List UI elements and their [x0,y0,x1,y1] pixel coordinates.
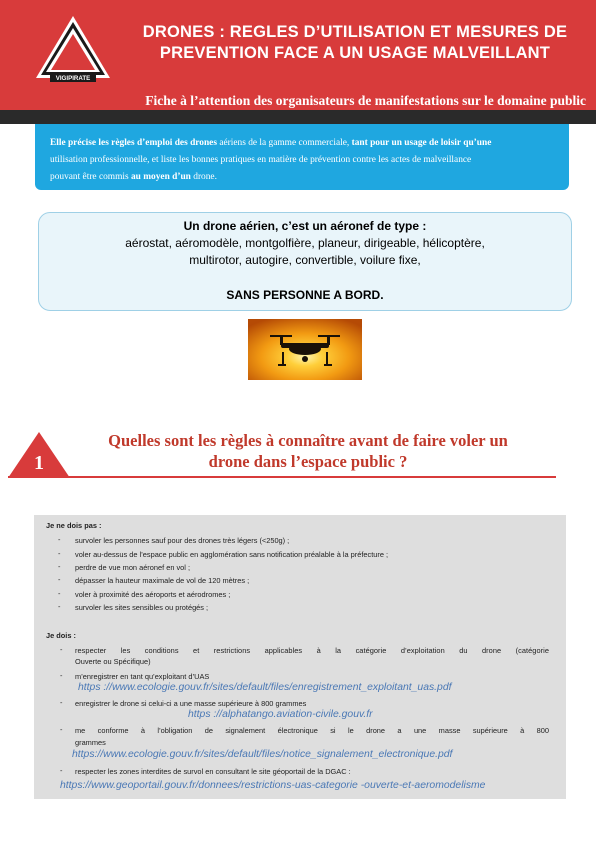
dont-item-6: survoler les sites sensibles ou protégés ; [75,603,209,612]
definition-heading: Un drone aérien, c’est un aéronef de type : [183,219,427,233]
intro-text-1: aériens de la gamme commerciale, [217,138,352,148]
page-title-line1: DRONES : REGLES D’UTILISATION ET MESURES DE [142,23,568,41]
do-item-1a: respecter les conditions et restrictions applicables à la catégorie d’exploitation du drone (catégorie [75,646,549,655]
bullet-dash: - [60,766,63,775]
bullet-dash: - [60,698,63,707]
dont-item-1: survoler les personnes sauf pour des drones très légers (<250g) ; [75,536,290,545]
link-enregistrement-exploitant[interactable]: https ://www.ecologie.gouv.fr/sites/default/files/enregistrement_exploitant_uas.pdf [78,682,452,693]
dont-item-2: voler au-dessus de l’espace public en agglomération sans notification préalable à la préfecture ; [75,550,389,559]
section-title-line2: drone dans l’espace public ? [208,452,408,471]
intro-bold-3: au moyen d’un [130,172,191,182]
intro-text-2: utilisation professionnelle, et liste les bonnes pratiques en matière de prévention contre les actes de malveillance [50,155,472,165]
bullet-dash: - [58,535,61,544]
link-signalement-electronique[interactable]: https://www.ecologie.gouv.fr/sites/default/files/notice_signalement_electronique.pdf [72,749,453,760]
logo-label: VIGIPIRATE [55,75,91,82]
dont-item-3: perdre de vue mon aéronef en vol ; [75,563,191,572]
vigipirate-logo [34,14,112,84]
page-title [120,22,590,64]
page-title-line2: PREVENTION FACE A UN USAGE MALVEILLANT [159,44,551,62]
intro-bold-2: tant pour un usage de loisir qu’une [351,138,492,148]
definition-emphasis: SANS PERSONNE A BORD. [226,288,384,302]
bullet-dash: - [58,562,61,571]
definition-line-2: aérostat, aéromodèle, montgolfière, planeur, dirigeable, hélicoptère, [125,236,485,250]
do-heading: Je dois : [46,631,76,640]
header-strip [0,110,596,124]
bullet-dash: - [60,725,63,734]
do-item-5: respecter les zones interdites de survol en consultant le site géoportail de la DGAC : [75,767,351,776]
dont-item-5: voler à proximité des aéroports et aérodromes ; [75,590,231,599]
do-item-2: m’enregistrer en tant qu’exploitant d’UAS [75,672,210,681]
drone-sunset-photo [248,319,362,380]
link-geoportail[interactable]: https://www.geoportail.gouv.fr/donnees/restrictions-uas-categorie -ouverte-et-aeromodelisme [60,780,486,791]
dont-heading: Je ne dois pas : [46,521,102,530]
bullet-dash: - [58,575,61,584]
section-divider [8,476,556,478]
section-title [68,430,548,472]
intro-bold-1: Elle précise les règles d’emploi des drones [50,138,217,148]
do-item-1b: Ouverte ou Spécifique) [75,657,151,666]
link-alphatango[interactable]: https ://alphatango.aviation-civile.gouv.fr [188,709,373,720]
intro-text [50,135,554,186]
do-item-3: enregistrer le drone si celui-ci a une masse supérieure à 800 grammes [75,699,307,708]
bullet-dash: - [58,549,61,558]
bullet-dash: - [60,671,63,680]
intro-text-3: pouvant être commis [50,172,131,182]
definition-line-3: multirotor, autogire, convertible, voilure fixe, [189,253,421,267]
dont-item-4: dépasser la hauteur maximale de vol de 120 mètres ; [75,576,250,585]
do-item-4a: me conforme à l’obligation de signalement électronique si le drone a une masse supérieure à 800 [75,726,549,735]
bullet-dash: - [58,602,61,611]
section-number: 1 [34,452,44,474]
bullet-dash: - [58,589,61,598]
do-item-4b: grammes [75,738,106,747]
section-title-line1: Quelles sont les règles à connaître avant de faire voler un [108,431,508,450]
intro-text-4: drone. [190,172,217,182]
page-subtitle: Fiche à l’attention des organisateurs de manifestations sur le domaine public [145,93,586,108]
bullet-dash: - [60,645,63,654]
